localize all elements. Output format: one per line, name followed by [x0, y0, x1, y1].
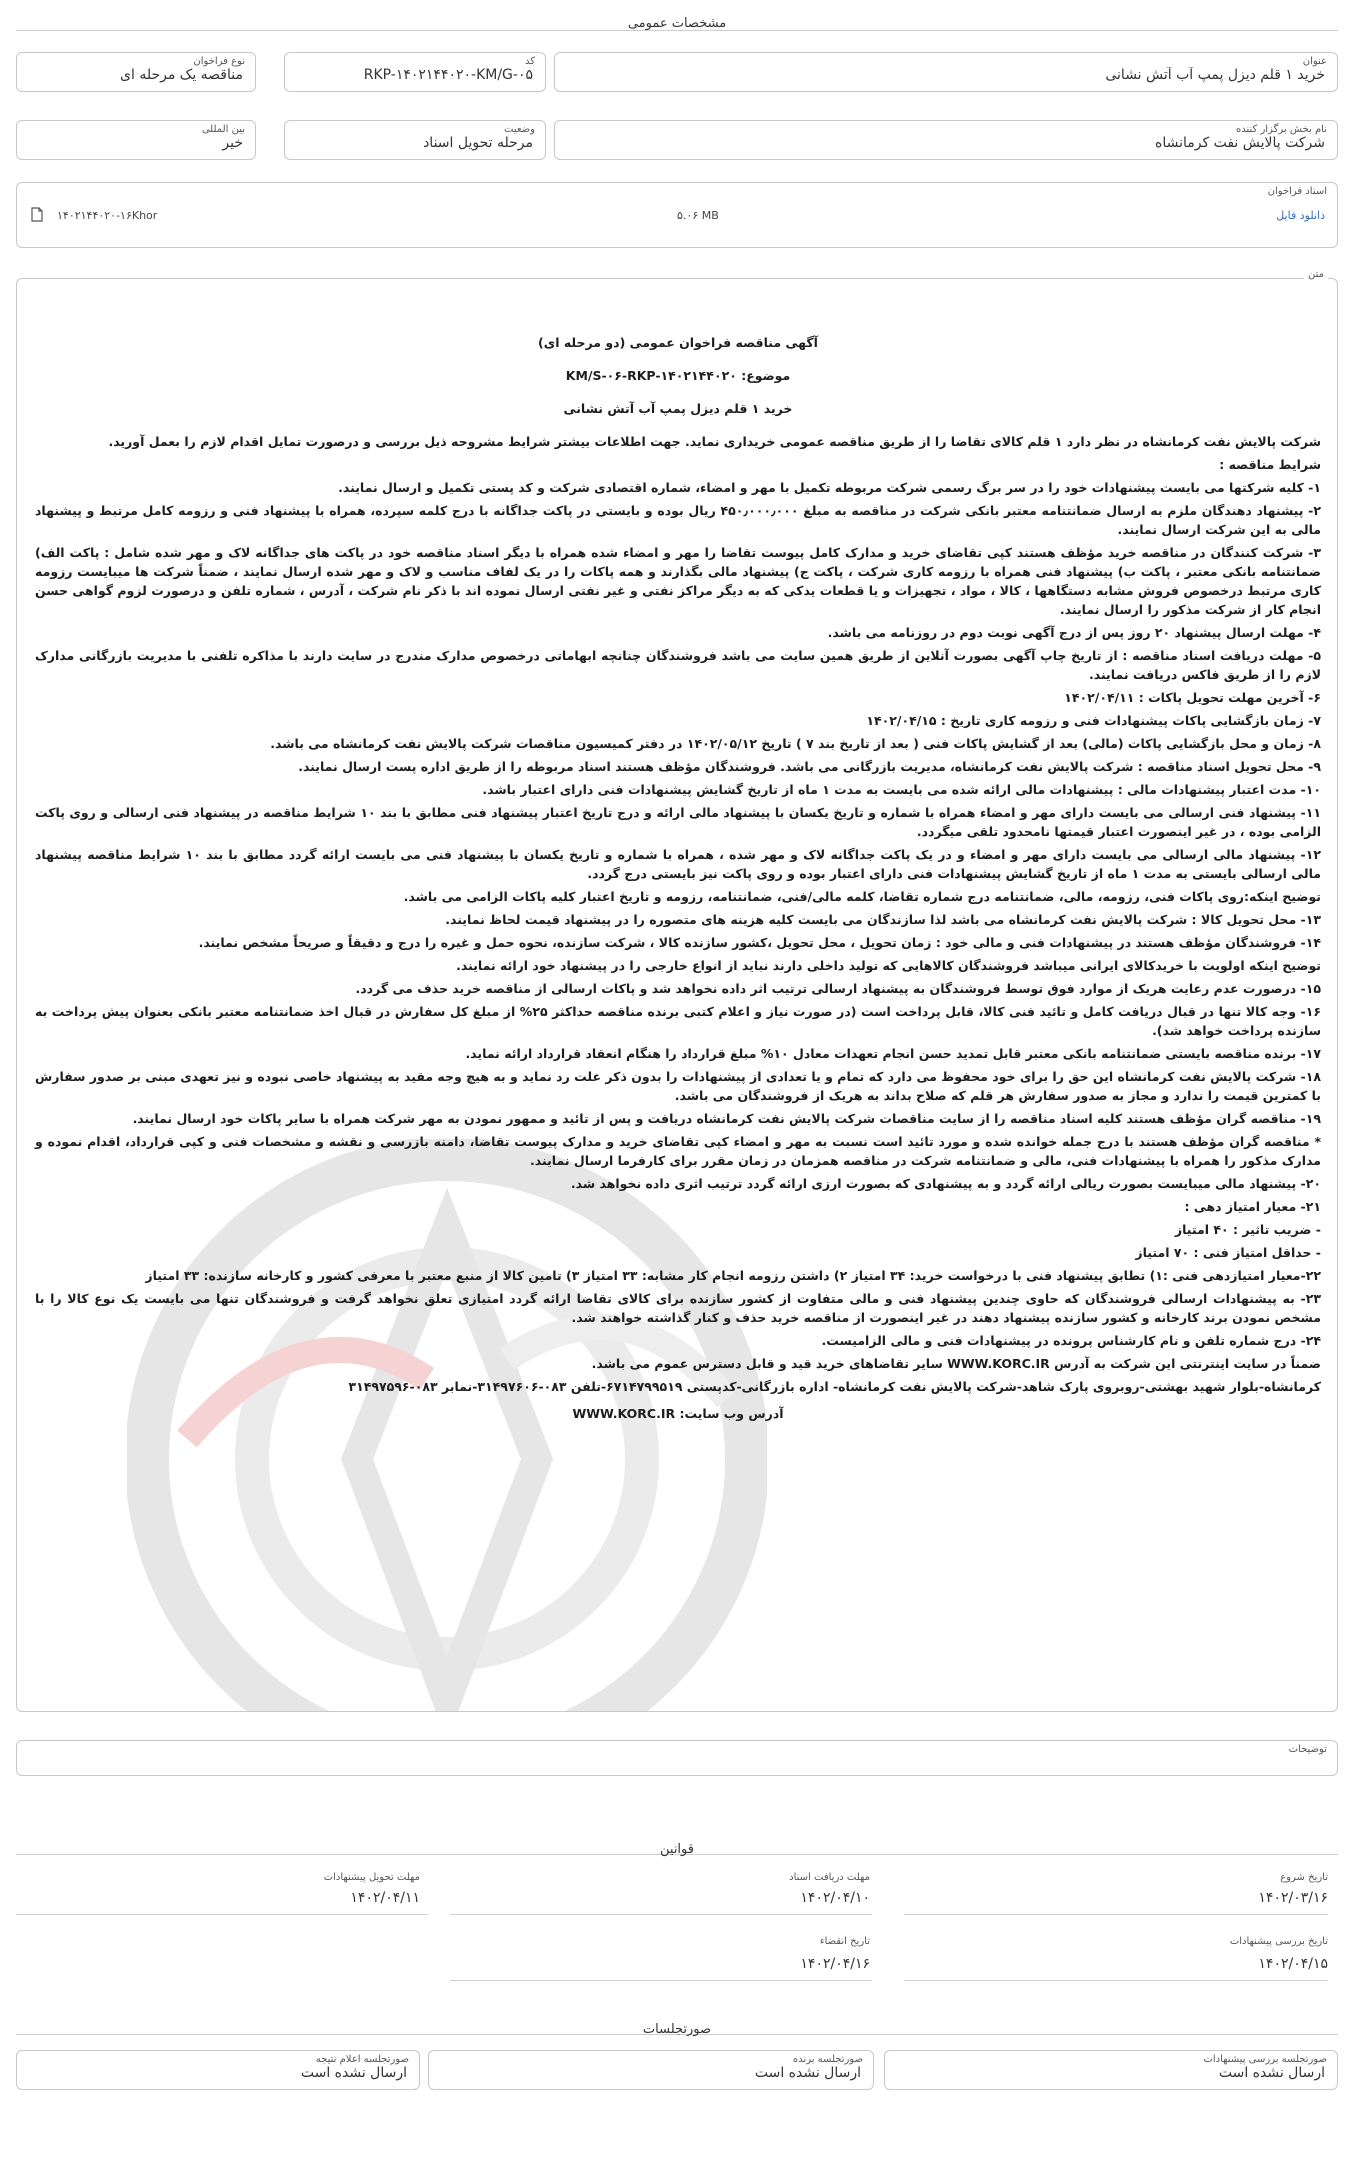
- paragraph: ۱۹- مناقصه گران مؤظف هستند کلیه اسناد مناقصه را از سایت مناقصات شرکت پالایش نفت کرمانشاه دریافت و پس از تائید و ممهور نمودن به مهر شرکت همراه با سایر پاکات خود ارسال نمایند.: [132, 1111, 1321, 1126]
- paragraph: * مناقصه گران مؤظف هستند با درج جمله خوانده شده و مورد تائید است نسبت به مهر و امضاء کپی تقاضای خرید و مدارک پیوست تقاضا، دامنه بازرسی و نقشه و مشخصات فنی و کپی قرارداد، اقدام نموده و مدارک مذکور را همراه با پیشنهادات فنی، مالی و ضمانتنامه شرکت در مناقصه همزمان در زمان مقرر برای کارفرما ارسال نمایند.: [35, 1134, 1321, 1168]
- call-type-label: نوع فراخوان: [193, 56, 245, 67]
- minutes-winner-label: صورتجلسه برنده: [792, 2054, 863, 2065]
- file-name: ۱۴۰۲۱۴۴۰۲۰-۱۶Khor: [57, 209, 158, 222]
- paragraph: ۱۷- برنده مناقصه بایستی ضمانتنامه بانکی معتبر قابل تمدید حسن انجام تعهدات معادل ۱۰% مبلغ قرارداد را هنگام انعقاد قرارداد ارائه نماید.: [465, 1046, 1321, 1061]
- international-field: [16, 120, 256, 160]
- expiry-date-value: ۱۴۰۲/۰۴/۱۶: [800, 1956, 870, 1972]
- download-file-link[interactable]: دانلود فایل: [1276, 209, 1325, 222]
- paragraph: ۲۳- به پیشنهادات ارسالی فروشندگان که حاوی چندین پیشنهاد فنی و مالی متفاوت از کشور سازنده برای کالای تقاضا ارائه گردد امتیازی تعلق نخواهد گرفت و فروشندگان تنها می بایست یک نوع کالا را با مشخص نمودن برند کارخانه و کشور سازنده پیشنهاد دهند در غیر اینصورت از مناقصه خرید حذف و کنار گذاشته خواهند شد.: [35, 1291, 1321, 1325]
- paragraph: - ضریب تاثیر : ۴۰ امتیاز: [1174, 1222, 1321, 1237]
- organizer-label: نام بخش برگزار کننده: [1235, 124, 1327, 135]
- paragraph: ۷- زمان بازگشایی پاکات پیشنهادات فنی و رزومه کاری تاریخ : ۱۴۰۲/۰۴/۱۵: [866, 713, 1321, 728]
- code-value: RKP-۱۴۰۲۱۴۴۰۲۰-KM/G-۰۵: [363, 67, 533, 83]
- minutes-winner-field: [428, 2050, 874, 2090]
- expiry-date-label: تاریخ انقضاء: [819, 1936, 870, 1947]
- paragraph: ۹- محل تحویل اسناد مناقصه : شرکت پالایش نفت کرمانشاه، مدیریت بازرگانی می باشد. فروشندگان مؤظف هستند اسناد مربوطه را از طریق اداره پست ارسال نمایند.: [298, 759, 1321, 774]
- paragraph: ۶- آخرین مهلت تحویل پاکات : ۱۴۰۲/۰۴/۱۱: [1064, 690, 1321, 705]
- paragraph: توضیح اینکه اولویت با خریدکالای ایرانی میباشد فروشندگان کالاهایی که تولید داخلی دارند نباید از انواع خارجی را در پیشنهاد خود ارائه نمایند.: [456, 958, 1321, 973]
- paragraph: ۱۴- فروشندگان مؤظف هستند در پیشنهادات فنی و مالی خود : زمان تحویل ، محل تحویل ،کشور سازنده کالا ، شرکت سازنده، نحوه حمل و غیره را درج و دقیقاً و صریحاً مشخص نمایند.: [198, 935, 1321, 950]
- section-title-minutes: صورتجلسات: [642, 2022, 712, 2037]
- doc-deadline-label: مهلت دریافت اسناد: [789, 1872, 870, 1883]
- field-underline: [904, 1980, 1328, 1981]
- offer-deadline-value: ۱۴۰۲/۰۴/۱۱: [350, 1890, 420, 1906]
- title-label: عنوان: [1302, 56, 1327, 67]
- international-label: بین المللی: [201, 124, 245, 135]
- minutes-review-value: ارسال نشده است: [1218, 2065, 1325, 2081]
- paragraph: ۱۱- پیشنهاد فنی ارسالی می بایست دارای مهر و امضاء همراه با شماره و تاریخ یکسان با پیشنهاد مالی ارائه و درج تاریخ اعتبار پیشنهاد فنی مطابق با بند ۱۰ شرایط مناقصه در پیشنهاد فنی ارسالی و روی پاکت الزامی بوده ، در غیر اینصورت اعتبار قیمتها نامحدود تلقی میگردد.: [35, 805, 1321, 839]
- review-date-value: ۱۴۰۲/۰۴/۱۵: [1258, 1956, 1328, 1972]
- minutes-review-field: [884, 2050, 1338, 2090]
- offer-deadline-label: مهلت تحویل پیشنهادات: [323, 1872, 420, 1883]
- paragraph: توضیح اینکه:روی پاکات فنی، رزومه، مالی، ضمانتنامه درج شماره تقاضا، کلمه مالی/فنی، ضمانتنامه، رزومه و تاریخ اعتبار کلیه پاکات الزامی می باشد.: [403, 889, 1321, 904]
- body-text-box: [16, 278, 1338, 1712]
- paragraph: ۲- پیشنهاد دهندگان ملزم به ارسال ضمانتنامه معتبر بانکی شرکت در مناقصه به مبلغ ۴۵۰٫۰۰۰٫۰۰۰ ریال بوده و بایستی در پاکت جداگانه با درج کلمه سپرده، همراه با پیشنهاد فنی و رزومه کامل مرتبط و پیشنهاد مالی به این شرکت ارسال نمایند.: [35, 503, 1321, 537]
- code-field: [284, 52, 546, 92]
- body-label: متن: [1304, 269, 1328, 280]
- notes-field: [16, 1740, 1338, 1776]
- paragraph: ۲۴- درج شماره تلفن و نام کارشناس پرونده در پیشنهادات فنی و مالی الزامیست.: [821, 1333, 1321, 1348]
- code-label: کد: [524, 56, 535, 67]
- paragraph: ۴- مهلت ارسال پیشنهاد ۲۰ روز پس از درج آگهی نوبت دوم در روزنامه می باشد.: [827, 625, 1321, 640]
- subject-line: موضوع: KM/S-۰۶-RKP-۱۴۰۲۱۴۴۰۲۰: [565, 368, 791, 383]
- international-value: خیر: [222, 135, 243, 151]
- documents-box: [16, 182, 1338, 248]
- paragraph: ۵- مهلت دریافت اسناد مناقصه : از تاریخ چاپ آگهی بصورت آنلاین از طریق همین سایت می باشد فروشندگان چنانچه ابهاماتی درخصوص مدارک مندرج در سایت دارند با مذاکره تلفنی با مدیریت بازرگانی مدارک لازم را از طریق فاکس دریافت نمایند.: [35, 648, 1321, 682]
- field-underline: [450, 1914, 872, 1915]
- minutes-winner-value: ارسال نشده است: [754, 2065, 861, 2081]
- call-type-field: [16, 52, 256, 92]
- field-underline: [904, 1914, 1328, 1915]
- announcement-heading: آگهی مناقصه فراخوان عمومی (دو مرحله ای): [538, 335, 818, 350]
- field-underline: [450, 1980, 872, 1981]
- notes-label: توضیحات: [1288, 1744, 1327, 1755]
- paragraph: ۱۰- مدت اعتبار پیشنهادات مالی : پیشنهادات مالی ارائه شده می بایست به مدت ۱ ماه از تاریخ گشایش پیشنهادات فنی دارای اعتبار باشد.: [482, 782, 1321, 797]
- start-date-value: ۱۴۰۲/۰۳/۱۶: [1258, 1890, 1328, 1906]
- paragraph: شرایط مناقصه :: [1219, 457, 1321, 472]
- item-line: خرید ۱ قلم دیزل پمپ آب آتش نشانی: [563, 401, 793, 416]
- review-date-label: تاریخ بررسی پیشنهادات: [1229, 1936, 1328, 1947]
- paragraph: ۸- زمان و محل بازگشایی پاکات (مالی) بعد از گشایش پاکات فنی ( بعد از تاریخ بند ۷ ) تاریخ ۱۴۰۲/۰۵/۱۲ در دفتر کمیسیون مناقصات شرکت پالایش نفت کرمانشاه می باشد.: [270, 736, 1321, 751]
- file-icon[interactable]: [31, 207, 43, 226]
- section-title-general: مشخصات عمومی: [627, 16, 727, 31]
- organizer-field: [554, 120, 1338, 160]
- status-value: مرحله تحویل اسناد: [423, 135, 533, 151]
- paragraph: کرمانشاه-بلوار شهید بهشتی-روبروی پارک شاهد-شرکت پالایش نفت کرمانشاه- اداره بازرگانی-کدپستی ۶۷۱۴۷۹۹۵۱۹-تلفن ۰۸۳-۳۱۴۹۷۶۰۶-نمابر ۰۸۳-۳۱۴۹۷۵۹۶: [348, 1379, 1321, 1394]
- organizer-value: شرکت پالایش نفت کرمانشاه: [1155, 135, 1325, 151]
- website-line: آدرس وب سایت: WWW.KORC.IR: [572, 1406, 784, 1421]
- minutes-review-label: صورتجلسه بررسی پیشنهادات: [1203, 2054, 1327, 2065]
- paragraph: ۲۱- معیار امتیاز دهی :: [1184, 1199, 1321, 1214]
- title-value: خرید ۱ قلم دیزل پمپ آب آتش نشانی: [1105, 67, 1325, 83]
- paragraph: ۱۸- شرکت پالایش نفت کرمانشاه این حق را برای خود محفوظ می دارد که تمام و یا تعدادی از پیشنهادات را بدون ذکر علت رد نماید و به هیچ وجه مقید به پیشنهاد خاصی نبوده و نیز تعهدی مبنی بر صدور سفارش با کمترین قیمت را ندارد و مجاز به صدور سفارش هر قلم که صلاح بداند به هریک از فروشندگان می باشد.: [35, 1069, 1321, 1103]
- paragraph: - حداقل امتیاز فنی : ۷۰ امتیاز: [1135, 1245, 1321, 1260]
- status-field: [284, 120, 546, 160]
- title-field: [554, 52, 1338, 92]
- paragraph: ۳- شرکت کنندگان در مناقصه خرید مؤظف هستند کپی تقاضای خرید و مدارک کامل پیوست تقاضا را مهر و امضاء شده همراه با دیگر اسناد مناقصه خود در پاکت های جداگانه لاک و مهر شده شامل : پاکت الف) ضمانتنامه بانکی معتبر ، پاکت ب) پیشنهاد فنی همراه با رزومه کاری شرکت ، پاکت ج) پیشنهاد مالی بگذارند و همه پاکات را در یک لفاف مناسب و لاک و مهر شده ارسال نمایند ، ضمناً شرکت ها میبایست رزومه کاری مرتبط درخصوص فروش مشابه دستگاهها ، کالا ، مواد ، تجهیزات و یا قطعات یدکی که به دیگر مراکز نفتی و غیر نفتی ارسال نموده اند با ذکر نام شرکت ، آدرس ، شماره تلفن و درصورت لزوم گواهی حسن انجام کار از شرکت مذکور را ارسال نمایند.: [35, 545, 1321, 617]
- status-label: وضعیت: [504, 124, 535, 135]
- documents-label: اسناد فراخوان: [1267, 186, 1327, 197]
- paragraph: ۱- کلیه شرکتها می بایست پیشنهادات خود را در سر برگ رسمی شرکت مربوطه تکمیل با مهر و امضاء، شماره اقتصادی شرکت و کد پستی تکمیل و ارسال نمایند.: [338, 480, 1321, 495]
- paragraph: شرکت پالایش نفت کرمانشاه در نظر دارد ۱ قلم کالای تقاضا را از طریق مناقصه عمومی خریداری نماید. جهت اطلاعات بیشتر شرایط مشروحه ذیل بررسی و درصورت تمایل اقدام لازم را بعمل آورید.: [108, 434, 1321, 449]
- paragraph: ۱۵- درصورت عدم رعایت هریک از موارد فوق توسط فروشندگان به پیشنهاد ارسالی ترتیب اثر داده نخواهد شد و پاکات ارسالی از مناقصه خرید حذف می گردد.: [355, 981, 1321, 996]
- field-underline: [16, 1914, 428, 1915]
- start-date-label: تاریخ شروع: [1280, 1872, 1328, 1883]
- paragraph: ۱۲- پیشنهاد مالی ارسالی می بایست دارای مهر و امضاء و در یک پاکت جداگانه لاک و مهر شده ، همراه با شماره و تاریخ یکسان با پیشنهاد فنی می بایست ارائه گردد مطابق با بند ۱۰ شرایط مناقصه پیشنهاد مالی ارسالی بایستی به مدت ۱ ماه از تاریخ گشایش پیشنهادات فنی دارای اعتبار بوده و روی پاکت نیز بایستی درج گردد.: [35, 847, 1321, 881]
- paragraph: ۱۶- وجه کالا تنها در قبال دریافت کامل و تائید فنی کالا، قابل پرداخت است (در صورت نیاز و اعلام کتبی برنده مناقصه حداکثر ۲۵% از مبلغ کل سفارش در قبال اخذ ضمانتنامه معتبر بانکی بعنوان پیش پرداخت به سازنده پرداخت خواهد شد).: [35, 1004, 1321, 1038]
- minutes-result-value: ارسال نشده است: [300, 2065, 407, 2081]
- call-type-value: مناقصه یک مرحله ای: [120, 67, 243, 83]
- paragraph: ضمناً در سایت اینترنتی این شرکت به آدرس WWW.KORC.IR سایر تقاضاهای خرید قید و قابل دسترس عموم می باشد.: [591, 1356, 1321, 1371]
- doc-deadline-value: ۱۴۰۲/۰۴/۱۰: [800, 1890, 870, 1906]
- paragraph: ۲۲-معیار امتیازدهی فنی :۱) تطابق پیشنهاد فنی با درخواست خرید: ۳۴ امتیاز ۲) داشتن رزومه انجام کار مشابه: ۳۳ امتیاز ۳) تامین کالا از منبع معتبر با معرفی کشور و کارخانه سازنده: ۳۳ امتیاز: [145, 1268, 1321, 1283]
- paragraph: ۱۳- محل تحویل کالا : شرکت پالایش نفت کرمانشاه می باشد لذا سازندگان می بایست کلیه هزینه های متصوره را در پیشنهاد قیمت لحاظ نمایند.: [445, 912, 1321, 927]
- minutes-result-label: صورتجلسه اعلام نتیجه: [315, 2054, 409, 2065]
- minutes-result-field: [16, 2050, 420, 2090]
- paragraph: ۲۰- پیشنهاد مالی میبایست بصورت ریالی ارائه گردد و به پیشنهادی که بصورت ارزی ارائه گردد ترتیب اثری داده نخواهد شد.: [570, 1176, 1321, 1191]
- announcement-content: [35, 333, 1321, 1437]
- file-size: ۵.۰۶ MB: [677, 209, 719, 222]
- section-title-laws: قوانین: [660, 1842, 694, 1857]
